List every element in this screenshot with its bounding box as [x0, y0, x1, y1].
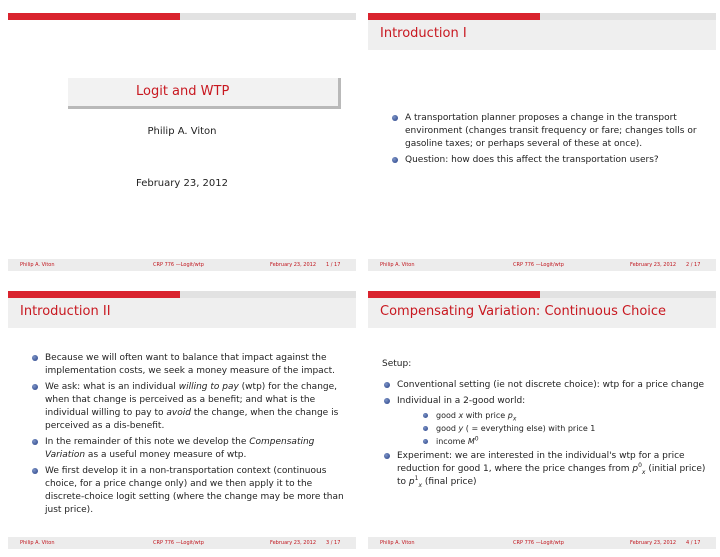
- bullet-icon: [423, 426, 428, 431]
- footer-date: February 23, 2012: [270, 540, 317, 546]
- bullet-icon: [423, 439, 428, 444]
- math-subscript: x: [418, 481, 423, 489]
- math-subscript: x: [512, 415, 517, 423]
- frame-title: Introduction II: [20, 304, 111, 319]
- footer-course: CRP 776 —Logit/wtp: [153, 540, 204, 546]
- math-var: x: [458, 411, 464, 420]
- frame-title-bar: [368, 298, 716, 328]
- slide-body: [30, 352, 350, 520]
- footer-date: February 23, 2012: [630, 262, 677, 268]
- bullet-icon: [32, 468, 38, 474]
- bullet-text: Experiment: we are interested in the individual's wtp for a price reduction for good 1, where the price changes from: [397, 451, 685, 474]
- sub-text: with price: [463, 411, 508, 420]
- list-item: [390, 112, 700, 151]
- progress-segment: [8, 291, 180, 298]
- footer-course: CRP 776 —Logit/wtp: [513, 540, 564, 546]
- math-var: p: [507, 411, 513, 420]
- list-item: [30, 381, 350, 433]
- slide-4-compensating-variation: [368, 286, 716, 549]
- sub-text: good: [436, 411, 459, 420]
- footer-page: 3 / 17: [326, 540, 341, 546]
- sub-list-item: [421, 423, 708, 434]
- slide-footer: [8, 259, 356, 271]
- slide-body: [382, 358, 708, 492]
- frame-title: Introduction I: [380, 26, 467, 41]
- slide-body: [390, 112, 700, 170]
- navigation-bar: [8, 13, 356, 20]
- presentation-title: Logit and WTP: [136, 84, 230, 99]
- progress-segment: [368, 291, 540, 298]
- slide-footer: [8, 537, 356, 549]
- emphasis-text: avoid: [166, 408, 191, 418]
- sub-list-item: [421, 410, 708, 421]
- footer-page: 1 / 17: [326, 262, 341, 268]
- footer-author: Philip A. Viton: [380, 262, 415, 268]
- bullet-text: Question: how does this affect the transportation users?: [405, 155, 659, 165]
- bullet-text: as a useful money measure of wtp.: [85, 450, 247, 460]
- bullet-icon: [32, 355, 38, 361]
- list-item: [30, 352, 350, 378]
- bullet-text: Conventional setting (ie not discrete choice): wtp for a price change: [397, 380, 705, 390]
- sub-text: income: [436, 437, 468, 446]
- math-superscript: 1: [414, 475, 419, 482]
- footer-author: Philip A. Viton: [380, 540, 415, 546]
- list-item: [390, 154, 700, 167]
- setup-label: Setup:: [382, 359, 412, 369]
- footer-course: CRP 776 —Logit/wtp: [153, 262, 204, 268]
- math-var: p: [632, 464, 639, 474]
- bullet-icon: [392, 157, 398, 163]
- title-box: [68, 78, 341, 109]
- list-item: [30, 436, 350, 462]
- presentation-date: February 23, 2012: [135, 178, 229, 189]
- math-superscript: 0: [474, 435, 479, 443]
- bullet-text: In the remainder of this note we develop the: [45, 437, 250, 447]
- frame-title-bar: [368, 20, 716, 50]
- bullet-text: (wtp) for the change, when that change is perceived as a benefit; and what is the individual willing to pay to: [45, 382, 338, 418]
- math-superscript: 0: [638, 462, 642, 469]
- slide-footer: [368, 537, 716, 549]
- bullet-text: We ask: what is an individual: [45, 382, 179, 392]
- bullet-icon: [384, 382, 390, 388]
- progress-segment: [368, 13, 540, 20]
- bullet-icon: [32, 384, 38, 390]
- navigation-bar: [8, 291, 356, 298]
- footer-date: February 23, 2012: [270, 262, 317, 268]
- list-item: [382, 450, 708, 489]
- bullet-text: Individual in a 2-good world:: [397, 396, 526, 406]
- emphasis-text: Compensating Variation: [45, 437, 315, 460]
- math-var: p: [408, 477, 415, 487]
- bullet-icon: [392, 115, 398, 121]
- math-subscript: x: [641, 468, 646, 476]
- math-var: y: [458, 424, 464, 433]
- math-var: M: [467, 437, 475, 446]
- list-item: [382, 379, 708, 392]
- emphasis-text: willing to pay: [178, 382, 239, 392]
- footer-date: February 23, 2012: [630, 540, 677, 546]
- navigation-bar: [368, 291, 716, 298]
- list-item: [30, 465, 350, 517]
- footer-page: 2 / 17: [686, 262, 701, 268]
- footer-page: 4 / 17: [686, 540, 701, 546]
- progress-segment: [8, 13, 180, 20]
- bullet-icon: [384, 398, 390, 404]
- list-item: [382, 395, 708, 447]
- bullet-icon: [384, 453, 390, 459]
- sub-list-item: [421, 436, 708, 447]
- slide-3-introduction-ii: [8, 286, 356, 549]
- bullet-icon: [32, 439, 38, 445]
- author-name: Philip A. Viton: [147, 126, 217, 137]
- bullet-text: (final price): [422, 477, 477, 487]
- bullet-text: Because we will often want to balance that impact against the implementation costs, we seek a money measure of the impact.: [45, 353, 336, 376]
- sub-text: good: [436, 424, 459, 433]
- bullet-text: (initial price) to: [397, 464, 706, 487]
- footer-author: Philip A. Viton: [20, 262, 55, 268]
- navigation-bar: [368, 13, 716, 20]
- slide-footer: [368, 259, 716, 271]
- frame-title: Compensating Variation: Continuous Choice: [380, 304, 667, 319]
- bullet-text: We first develop it in a non-transportation context (continuous choice, for a price change only) and we then apply it to the discrete-choice logit setting (where the change may be more than just price).: [45, 466, 344, 515]
- footer-course: CRP 776 —Logit/wtp: [513, 262, 564, 268]
- footer-author: Philip A. Viton: [20, 540, 55, 546]
- bullet-text: the change, when the change is perceived as a dis-benefit.: [45, 408, 339, 431]
- frame-title-bar: [8, 298, 356, 328]
- bullet-text: A transportation planner proposes a change in the transport environment (changes transit frequency or fare; changes tolls or gasoline taxes; or perhaps several of these at once).: [405, 113, 697, 149]
- sub-text: ( = everything else) with price 1: [463, 424, 596, 433]
- bullet-icon: [423, 413, 428, 418]
- slide-1-title: [8, 8, 356, 271]
- slide-2-introduction-i: [368, 8, 716, 271]
